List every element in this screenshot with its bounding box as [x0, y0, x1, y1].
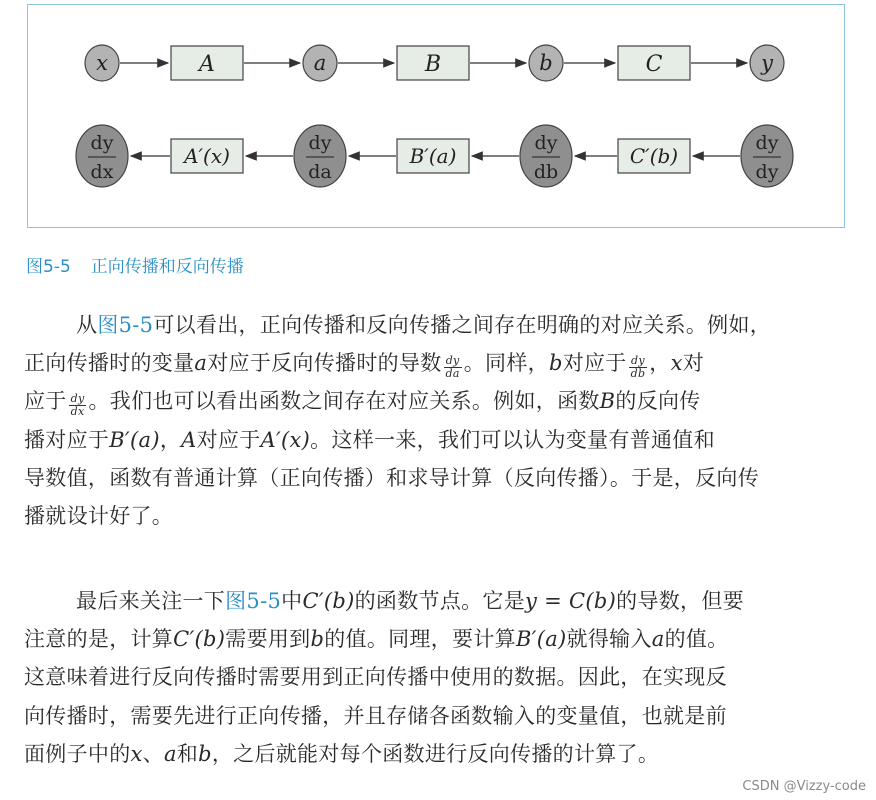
- gradient-numerator: dy: [90, 132, 114, 154]
- para1-line-6: 播就设计好了。: [24, 504, 174, 529]
- derivative-function-label: B′(a): [409, 144, 457, 168]
- variable-label-b: b: [539, 51, 553, 75]
- gradient-denominator: db: [533, 161, 559, 183]
- gradient-numerator: dy: [308, 132, 332, 154]
- gradient-numerator: dy: [755, 132, 779, 154]
- caption-number: 图5-5: [26, 257, 71, 277]
- para2-line-4: 向传播时，需要先进行正向传播，并且存储各函数输入的变量值，也就是前: [24, 703, 727, 728]
- para1-line-1: 从图5-5可以看出，正向传播和反向传播之间存在明确的对应关系。例如，: [76, 313, 772, 337]
- para2-line-5: 面例子中的x、a和b，之后就能对每个函数进行反向传播的计算了。: [24, 741, 660, 766]
- figure-caption: [26, 252, 244, 277]
- figure-reference-link[interactable]: 图5-5: [225, 589, 282, 613]
- fraction-dy-db: $\frac{dy}{db}$: [630, 354, 646, 381]
- variable-label-a: a: [313, 51, 327, 75]
- variable-label-y: y: [761, 51, 773, 75]
- paragraph-2: [24, 582, 856, 773]
- paragraph-1: [24, 306, 856, 535]
- fraction-dy-da: $\frac{dy}{da}$: [445, 354, 460, 381]
- para2-line-1: 最后来关注一下图5-5中C′(b)的函数节点。它是y = C(b)的导数，但要: [76, 589, 744, 613]
- variable-label-x: x: [96, 51, 108, 75]
- para1-line-5: 导数值，函数有普通计算（正向传播）和求导计算（反向传播）。于是，反向传: [24, 465, 759, 490]
- function-label-B: B: [424, 52, 442, 77]
- figure-reference-link[interactable]: 图5-5: [97, 313, 154, 337]
- para2-line-3: 这意味着进行反向传播时需要用到正向传播中使用的数据。因此，在实现反: [24, 665, 727, 690]
- watermark: CSDN @Vizzy-code: [742, 779, 866, 794]
- para1-line-3: 应于 $\frac{dy}{dx}$ 。我们也可以看出函数之间存在对应关系。例如，函数B的反向传: [24, 389, 701, 419]
- para1-line-2: 正向传播时的变量a对应于反向传播时的导数 $\frac{dy}{da}$ 。同样，b对应于 $\frac{dy}{db}$ ，x对: [24, 351, 705, 381]
- gradient-denominator: da: [308, 161, 332, 183]
- computational-graph-diagram: [27, 4, 845, 228]
- gradient-denominator: dy: [755, 161, 779, 183]
- para2-line-2: 注意的是，计算C′(b)需要用到b的值。同理，要计算B′(a)就得输入a的值。: [24, 627, 729, 652]
- fraction-dy-dx: $\frac{dy}{dx}$: [70, 392, 85, 419]
- function-label-A: A: [199, 52, 215, 77]
- caption-text: 正向传播和反向传播: [90, 257, 244, 277]
- derivative-function-label: A′(x): [184, 144, 230, 168]
- function-label-C: C: [645, 52, 663, 77]
- derivative-function-label: C′(b): [629, 144, 679, 168]
- para1-line-4: 播对应于B′(a)，A对应于A′(x)。这样一来，我们可以认为变量有普通值和: [24, 427, 715, 452]
- gradient-numerator: dy: [534, 132, 558, 154]
- gradient-denominator: dx: [90, 161, 114, 183]
